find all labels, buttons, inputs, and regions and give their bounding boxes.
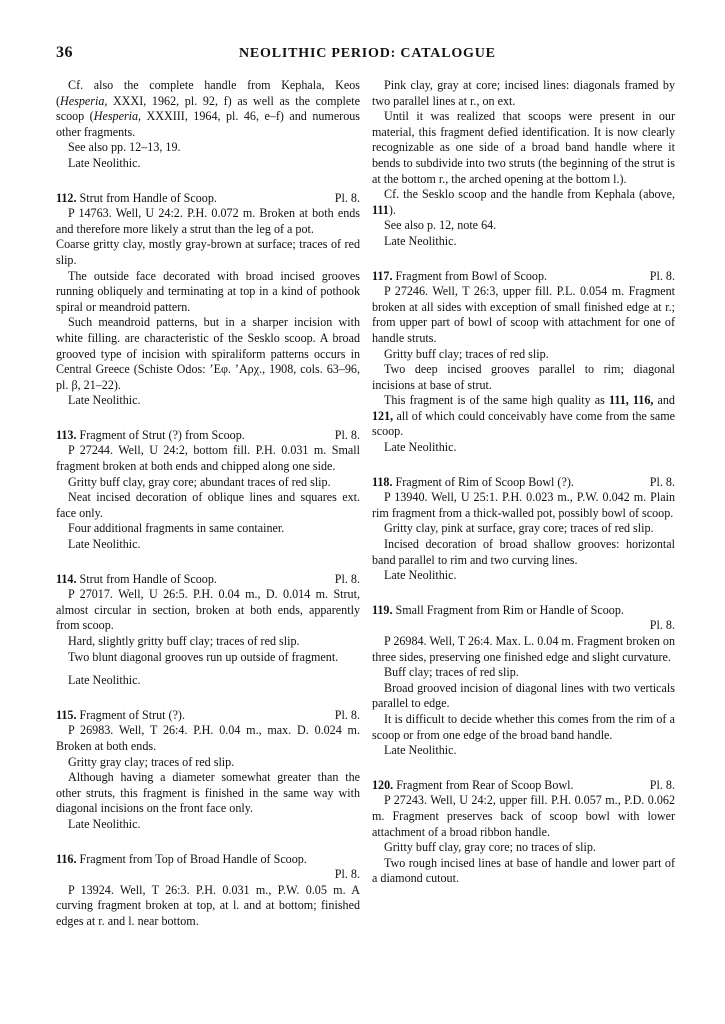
catalogue-entry-113: 113. Fragment of Strut (?) from Scoop. Pl. 8. P 27244. Well, U 24:2, bottom fill. P.H. 0.031 m. Small fragment broken at both ends and chipped along one side. Gritty buff clay, gray core; abundant traces of red slip. Neat incised decoration of oblique lines and squares ext. face only. Four additional fragments in same container. Late Neolithic. (56, 427, 360, 552)
plate-ref: Pl. 8. (334, 707, 360, 722)
plate-ref: Pl. 8. (334, 427, 360, 442)
entry-heading: 115. Fragment of Strut (?). Pl. 8. (56, 707, 360, 722)
catalogue-entry-120: 120. Fragment from Rear of Scoop Bowl. Pl. 8. P 27243. Well, U 24:2, upper fill. P.H. 0.057 m., P.D. 0.062 m. Fragment preserves back of scoop bowl with lower attachment of a broad ribbon handle. Gritty buff clay, gray core; no traces of slip. Two rough incised lines at base of handle and lower part of a diamond cutout. (372, 777, 675, 886)
plate-ref: Pl. 8. (649, 777, 675, 792)
entry-heading: 120. Fragment from Rear of Scoop Bowl. Pl. 8. (372, 777, 675, 792)
catalogue-entry-116: 116. Fragment from Top of Broad Handle of Scoop. Pl. 8. P 13924. Well, T 26:3. P.H. 0.031 m., P.W. 0.05 m. A curving fragment broken at top, at l. and at bottom; finished edges at r. and l. near bottom. (56, 851, 360, 928)
period: Late Neolithic. (68, 155, 141, 170)
plate-ref: Pl. 8. (334, 867, 360, 882)
entry-heading: 112. Strut from Handle of Scoop. Pl. 8. (56, 190, 360, 205)
plate-ref: Pl. 8. (649, 268, 675, 283)
entry-heading: 114. Strut from Handle of Scoop. Pl. 8. (56, 571, 360, 586)
catalogue-entry-118: 118. Fragment of Rim of Scoop Bowl (?). Pl. 8. P 13940. Well, U 25:1. P.H. 0.023 m., P.W. 0.042 m. Plain rim fragment from a thick-walled pot, possibly bowl of scoop. Gritty clay, pink at surface, gray core; traces of red slip. Incised decoration of broad shallow grooves: horizontal band parallel to rim and two curving lines. Late Neolithic. (372, 474, 675, 583)
running-title: NEOLITHIC PERIOD: CATALOGUE (239, 46, 496, 61)
catalogue-entry-119: 119. Small Fragment from Rim or Handle of Scoop. Pl. 8. P 26984. Well, T 26:4. Max. L. 0.04 m. Fragment broken on three sides, preserving one finished edge and slight curvature. Buff clay; traces of red slip. Broad grooved incision of diagonal lines with two verticals parallel to edge. It is difficult to decide whether this comes from the rim of a scoop or from one edge of the broad band handle. Late Neolithic. (372, 602, 675, 758)
catalogue-entry-112: 112. Strut from Handle of Scoop. Pl. 8. P 14763. Well, U 24:2. P.H. 0.072 m. Broken at both ends and therefore more likely a strut than the leg of a pot. Coarse gritty clay, mostly gray-brown at surface; traces of red slip. The outside face decorated with broad incised grooves running obliquely and terminating at top in a kind of pothook spiral or meandroid pattern. Such meandroid patterns, but in a sharper incision with white filling. are characteristic of the Sesklo scoop. A broad grooved type of incision with spiraliform patterns occurs in Central Greece (Schiste Odos: ’Eφ. ’Aρχ., 1908, cols. 63–96, pl. β, 21–22). Late Neolithic. (56, 190, 360, 408)
entry-116-continued: Pink clay, gray at core; incised lines: diagonals framed by two parallel lines at r., on ext. (372, 78, 675, 108)
intro-paragraph: Cf. also the complete handle from Kephala, Keos (Hesperia, XXXI, 1962, pl. 92, f) as well as the complete scoop (Hesperia, XXXIII, 1964, pl. 46, e–f) and numerous other fragments. (56, 78, 361, 139)
catalogue-entry-117: 117. Fragment from Bowl of Scoop. Pl. 8. P 27246. Well, T 26:3, upper fill. P.L. 0.054 m. Fragment broken at all sides with exception of small finished edge at r.; from upper part of bowl of scoop with attachment for one of handle struts. Gritty buff clay; traces of red slip. Two deep incised grooves parallel to rim; diagonal incisions at base of strut. This fragment is of the same high quality as 111, 116, and 121, all of which could conceivably have come from the same scoop. Late Neolithic. (372, 268, 675, 455)
catalogue-entry-115: 115. Fragment of Strut (?). Pl. 8. P 26983. Well, T 26:4. P.H. 0.04 m., max. D. 0.024 m. Broken at both ends. Gritty gray clay; traces of red slip. Although having a diameter somewhat greater than the other struts, this fragment is finished in the same way with diagonal incisions on the front face only. Late Neolithic. (56, 707, 360, 831)
plate-ref: Pl. 8. (649, 474, 675, 489)
left-column (56, 78, 360, 930)
entry-heading: 113. Fragment of Strut (?) from Scoop. Pl. 8. (56, 427, 360, 442)
entry-heading: 116. Fragment from Top of Broad Handle of Scoop. (56, 851, 307, 866)
plate-ref: Pl. 8. (649, 618, 675, 633)
entry-heading: 118. Fragment of Rim of Scoop Bowl (?). Pl. 8. (372, 474, 675, 489)
page-number: 36 (56, 44, 73, 61)
catalogue-entry-114: 114. Strut from Handle of Scoop. Pl. 8. P 27017. Well, U 26:5. P.H. 0.04 m., D. 0.014 m. Strut, almost circular in section, broken at both ends, apparently from scoop. Hard, slightly gritty buff clay; traces of red slip. Two blunt diagonal grooves run up outside of fragment. Late Neolithic. (56, 571, 360, 688)
plate-ref: Pl. 8. (334, 571, 360, 586)
entry-heading: 117. Fragment from Bowl of Scoop. Pl. 8. (372, 268, 675, 283)
entry-heading: 119. Small Fragment from Rim or Handle of Scoop. (372, 602, 624, 617)
see-also: See also pp. 12–13, 19. (68, 140, 181, 155)
right-column: Pink clay, gray at core; incised lines: diagonals framed by two parallel lines at r., on ext. Until it was realized that scoops were present in our material, this fragment defied identification. It is now clearly recognizable as one side of a broad band handle where it bends to subdivide into two struts (the beginning of the strut is at the bottom r., the arched opening at the bottom l.). Cf. the Sesklo scoop and the handle from Kephala (above, 111). See also p. 12, note 64. Late Neolithic. 117. Fragment from Bowl of Scoop. Pl. 8. P 27246. Well, T 26:3, upper fill. P.L. 0.054 m. Fragment broken at all sides with exception of small finished edge at r.; from upper part of bowl of scoop with attachment for one of handle struts. Gritty buff clay; traces of red slip. Two deep incised grooves parallel to rim; diagonal incisions at base of strut. This fragment is of the same high quality as 111, 116, and 121, all of which could conceivably have come from the same scoop. Late Neolithic. 118. Fragment of Rim of Scoop Bowl (?). Pl. 8. P 13940. Well, U 25:1. P.H. 0.023 m., P.W. 0.042 m. Plain rim fragment from a thick-walled pot, possibly bowl of scoop. Gritty clay, pink at surface, gray core; traces of red slip. Incised decoration of broad shallow grooves: horizontal band parallel to rim and two curving lines. Late Neolithic. 119. Small Fragment from Rim or Handle of Scoop. Pl. 8. P 26984. Well, T 26:4. Max. L. 0.04 m. Fragment broken on three sides, preserving one finished edge and slight curvature. Buff clay; traces of red slip. Broad grooved incision of diagonal lines with two verticals parallel to edge. It is difficult to decide whether this comes from the rim of a scoop or from one edge of the broad band handle. Late Neolithic. 120. Fragment from Rear of Scoop Bowl. Pl. 8. P 27243. Well, U 24:2, upper fill. P.H. 0.057 m., P.D. 0.062 m. Fragment preserves back of scoop bowl with lower attachment of a broad ribbon handle. Gritty buff clay, gray core; no traces of slip. Two rough incised lines at base of handle and lower part of a diamond cutout. (372, 78, 675, 886)
plate-ref: Pl. 8. (334, 190, 360, 205)
